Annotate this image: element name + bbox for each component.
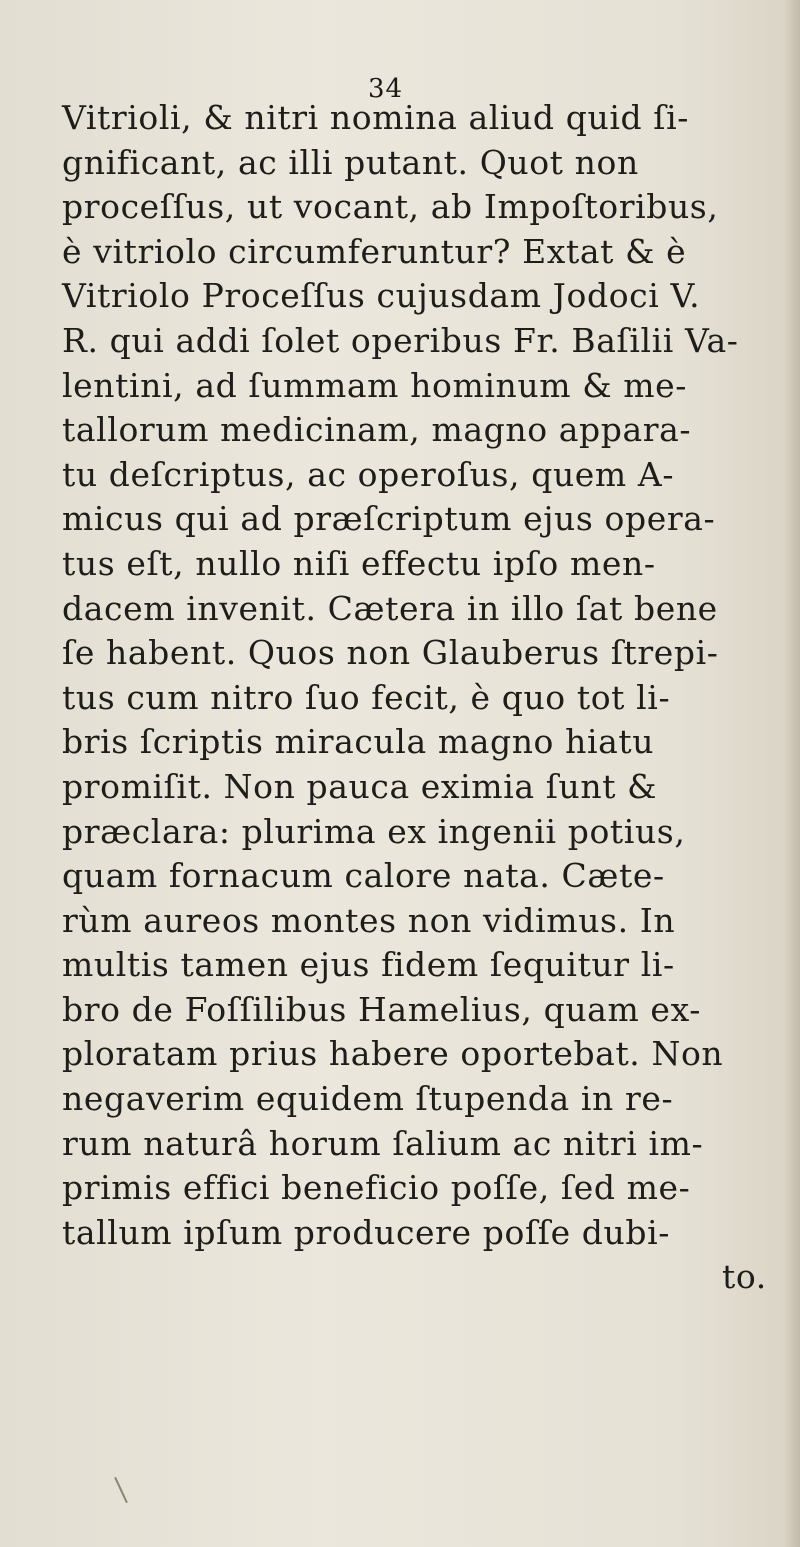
text-line: bro de Foſſilibus Hamelius, quam ex- bbox=[62, 989, 701, 1029]
page-number: 34 bbox=[368, 74, 404, 104]
text-line: negaverim equidem ſtupenda in re- bbox=[62, 1079, 674, 1119]
text-line: R. qui addi ſolet operibus Fr. Baſilii Va- bbox=[62, 320, 739, 360]
text-line: tus eſt, nullo niſi effectu ipſo men- bbox=[62, 543, 656, 583]
text-line: ploratam prius habere oportebat. Non bbox=[62, 1034, 724, 1074]
text-line: multis tamen ejus fidem ſequitur li- bbox=[62, 945, 675, 985]
text-line: primis effici beneficio poſſe, ſed me- bbox=[62, 1168, 691, 1208]
text-line: ſe habent. Quos non Glauberus ſtrepi- bbox=[62, 633, 719, 673]
catchword: to. bbox=[722, 1257, 767, 1297]
text-line: præclara: plurima ex ingenii potius, bbox=[62, 811, 686, 851]
text-line: rùm aureos montes non vidimus. In bbox=[62, 900, 676, 940]
text-line: è vitriolo circumferuntur? Extat & è bbox=[62, 231, 687, 271]
text-line: dacem invenit. Cætera in illo ſat bene bbox=[62, 588, 718, 628]
text-line: tus cum nitro ſuo fecit, è quo tot li- bbox=[62, 677, 671, 717]
body-text bbox=[62, 96, 792, 1300]
text-line: promiſit. Non pauca eximia ſunt & bbox=[62, 766, 658, 806]
text-line: tu deſcriptus, ac operoſus, quem A- bbox=[62, 454, 675, 494]
text-line: proceſſus, ut vocant, ab Impoſtoribus, bbox=[62, 187, 719, 227]
text-line: rum naturâ horum ſalium ac nitri im- bbox=[62, 1123, 704, 1163]
text-line: Vitriolo Proceſſus cujusdam Jodoci V. bbox=[62, 276, 701, 316]
text-line: tallorum medicinam, magno appara- bbox=[62, 410, 692, 450]
text-line: gnificant, ac illi putant. Quot non bbox=[62, 142, 639, 182]
text-line: tallum ipſum producere poſſe dubi- bbox=[62, 1212, 671, 1252]
text-line: lentini, ad ſummam hominum & me- bbox=[62, 365, 688, 405]
text-line: Vitrioli, & nitri nomina aliud quid ſi- bbox=[62, 98, 690, 137]
ink-mark bbox=[114, 1477, 128, 1503]
text-line: bris ſcriptis miracula magno hiatu bbox=[62, 722, 655, 762]
text-line: micus qui ad præſcriptum ejus opera- bbox=[62, 499, 716, 539]
text-line: quam fornacum calore nata. Cæte- bbox=[62, 856, 665, 896]
